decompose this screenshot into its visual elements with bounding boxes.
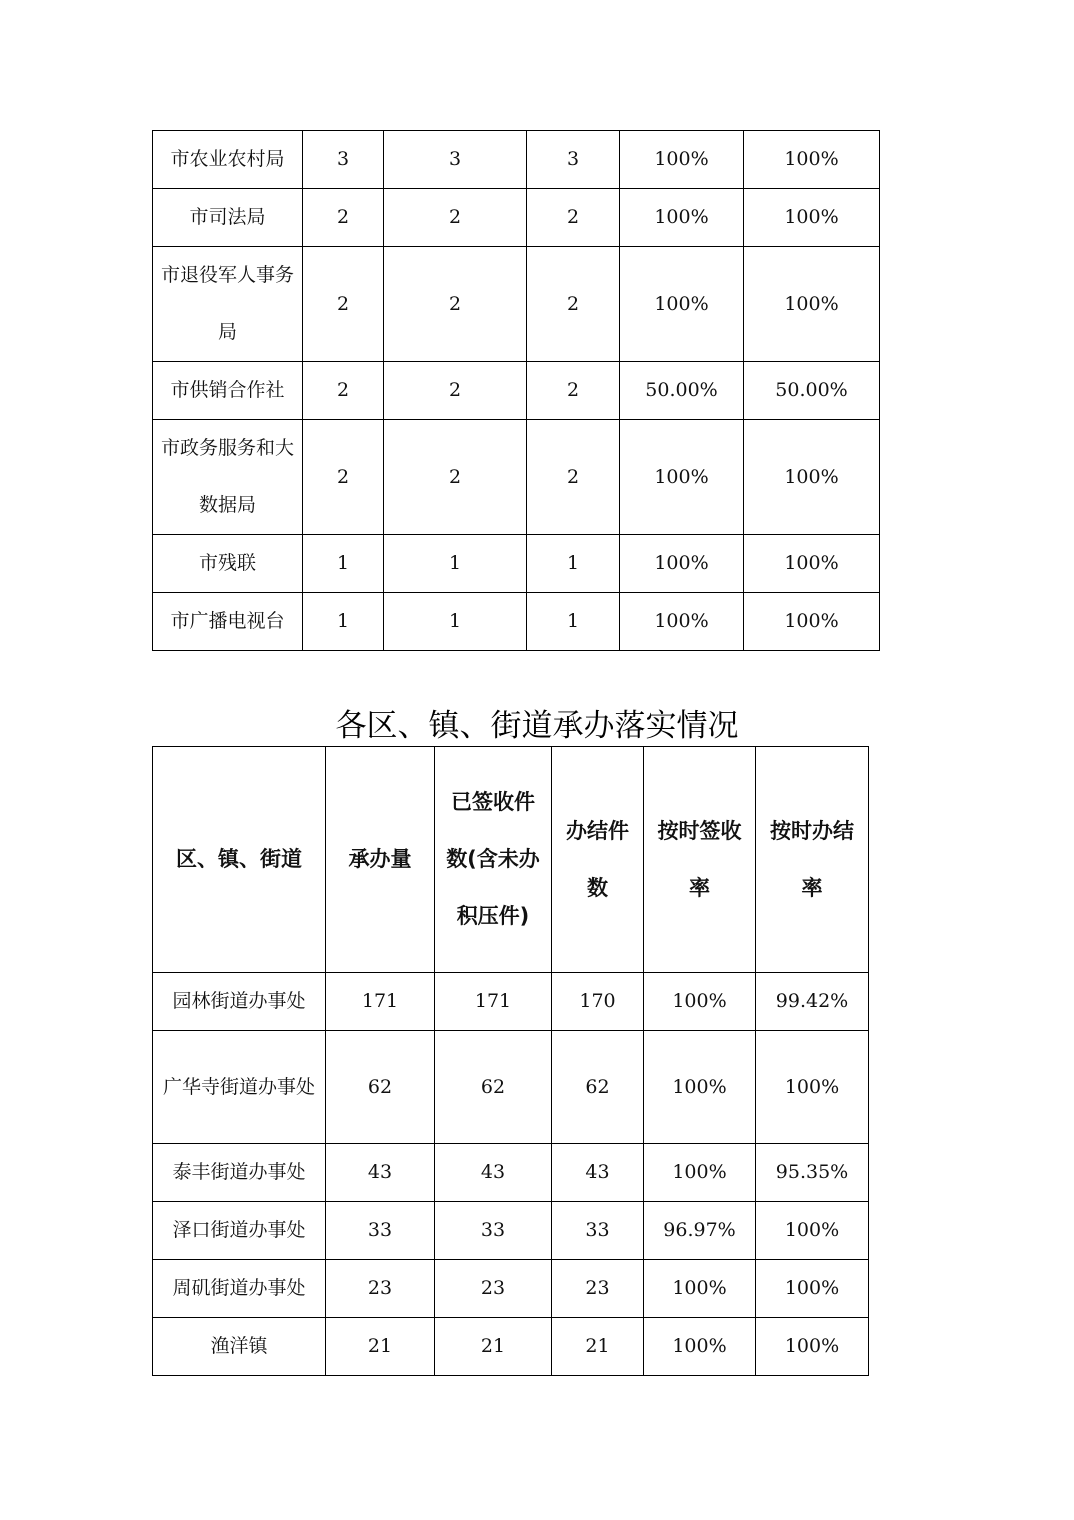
district-name: 渔洋镇 — [153, 1318, 326, 1376]
section-title: 各区、镇、街道承办落实情况 — [335, 708, 739, 744]
table-row — [153, 420, 880, 535]
cell-value: 50.00% — [744, 362, 880, 420]
cell-value: 100% — [756, 1318, 869, 1376]
cell-value: 100% — [744, 247, 880, 362]
cell-value: 100% — [644, 1144, 756, 1202]
table-row — [153, 1318, 869, 1376]
cell-value: 100% — [756, 1260, 869, 1318]
cell-value: 100% — [744, 535, 880, 593]
cell-value: 2 — [527, 189, 620, 247]
table-row — [153, 1202, 869, 1260]
cell-value: 1 — [303, 535, 384, 593]
districts-table — [152, 746, 869, 1376]
table-row — [153, 362, 880, 420]
column-header: 区、镇、街道 — [153, 747, 326, 973]
cell-value: 96.97% — [644, 1202, 756, 1260]
cell-value: 100% — [744, 189, 880, 247]
cell-value: 33 — [435, 1202, 552, 1260]
cell-value: 21 — [435, 1318, 552, 1376]
cell-value: 23 — [435, 1260, 552, 1318]
district-name: 泽口街道办事处 — [153, 1202, 326, 1260]
district-name: 周矶街道办事处 — [153, 1260, 326, 1318]
cell-value: 2 — [527, 247, 620, 362]
dept-name: 市退役军人事务局 — [153, 247, 303, 362]
cell-value: 100% — [644, 1318, 756, 1376]
cell-value: 2 — [527, 420, 620, 535]
cell-value: 100% — [620, 131, 744, 189]
cell-value: 2 — [384, 189, 527, 247]
dept-name: 市政务服务和大数据局 — [153, 420, 303, 535]
cell-value: 21 — [552, 1318, 644, 1376]
cell-value: 62 — [435, 1031, 552, 1144]
dept-name: 市农业农村局 — [153, 131, 303, 189]
cell-value: 2 — [384, 362, 527, 420]
cell-value: 100% — [620, 189, 744, 247]
cell-value: 1 — [527, 593, 620, 651]
departments-table — [152, 130, 880, 651]
cell-value: 2 — [527, 362, 620, 420]
cell-value: 100% — [620, 420, 744, 535]
cell-value: 33 — [326, 1202, 435, 1260]
table-row — [153, 1260, 869, 1318]
column-header: 承办量 — [326, 747, 435, 973]
cell-value: 171 — [435, 973, 552, 1031]
cell-value: 62 — [552, 1031, 644, 1144]
cell-value: 1 — [384, 593, 527, 651]
cell-value: 43 — [435, 1144, 552, 1202]
cell-value: 2 — [303, 420, 384, 535]
cell-value: 100% — [744, 593, 880, 651]
cell-value: 100% — [756, 1202, 869, 1260]
cell-value: 23 — [326, 1260, 435, 1318]
cell-value: 100% — [620, 535, 744, 593]
column-header: 按时签收率 — [644, 747, 756, 973]
district-name: 广华寺街道办事处 — [153, 1031, 326, 1144]
table-header-row — [153, 747, 869, 973]
table-row — [153, 535, 880, 593]
column-header: 办结件数 — [552, 747, 644, 973]
cell-value: 2 — [303, 362, 384, 420]
cell-value: 100% — [744, 420, 880, 535]
cell-value: 100% — [644, 1260, 756, 1318]
table-row — [153, 593, 880, 651]
cell-value: 3 — [384, 131, 527, 189]
cell-value: 100% — [744, 131, 880, 189]
table-row — [153, 247, 880, 362]
cell-value: 23 — [552, 1260, 644, 1318]
cell-value: 21 — [326, 1318, 435, 1376]
dept-name: 市供销合作社 — [153, 362, 303, 420]
cell-value: 171 — [326, 973, 435, 1031]
cell-value: 1 — [303, 593, 384, 651]
column-header: 按时办结率 — [756, 747, 869, 973]
cell-value: 62 — [326, 1031, 435, 1144]
cell-value: 3 — [527, 131, 620, 189]
table-row — [153, 973, 869, 1031]
cell-value: 1 — [384, 535, 527, 593]
cell-value: 100% — [756, 1031, 869, 1144]
cell-value: 2 — [303, 247, 384, 362]
dept-name: 市广播电视台 — [153, 593, 303, 651]
cell-value: 99.42% — [756, 973, 869, 1031]
cell-value: 50.00% — [620, 362, 744, 420]
table-row — [153, 189, 880, 247]
table-row — [153, 1144, 869, 1202]
cell-value: 43 — [326, 1144, 435, 1202]
cell-value: 100% — [620, 247, 744, 362]
cell-value: 2 — [303, 189, 384, 247]
table-row — [153, 131, 880, 189]
dept-name: 市司法局 — [153, 189, 303, 247]
cell-value: 100% — [644, 1031, 756, 1144]
cell-value: 100% — [620, 593, 744, 651]
cell-value: 95.35% — [756, 1144, 869, 1202]
district-name: 泰丰街道办事处 — [153, 1144, 326, 1202]
cell-value: 170 — [552, 973, 644, 1031]
cell-value: 33 — [552, 1202, 644, 1260]
district-name: 园林街道办事处 — [153, 973, 326, 1031]
column-header: 已签收件数(含未办积压件) — [435, 747, 552, 973]
dept-name: 市残联 — [153, 535, 303, 593]
cell-value: 3 — [303, 131, 384, 189]
cell-value: 1 — [527, 535, 620, 593]
cell-value: 2 — [384, 420, 527, 535]
cell-value: 2 — [384, 247, 527, 362]
cell-value: 43 — [552, 1144, 644, 1202]
table-row — [153, 1031, 869, 1144]
cell-value: 100% — [644, 973, 756, 1031]
